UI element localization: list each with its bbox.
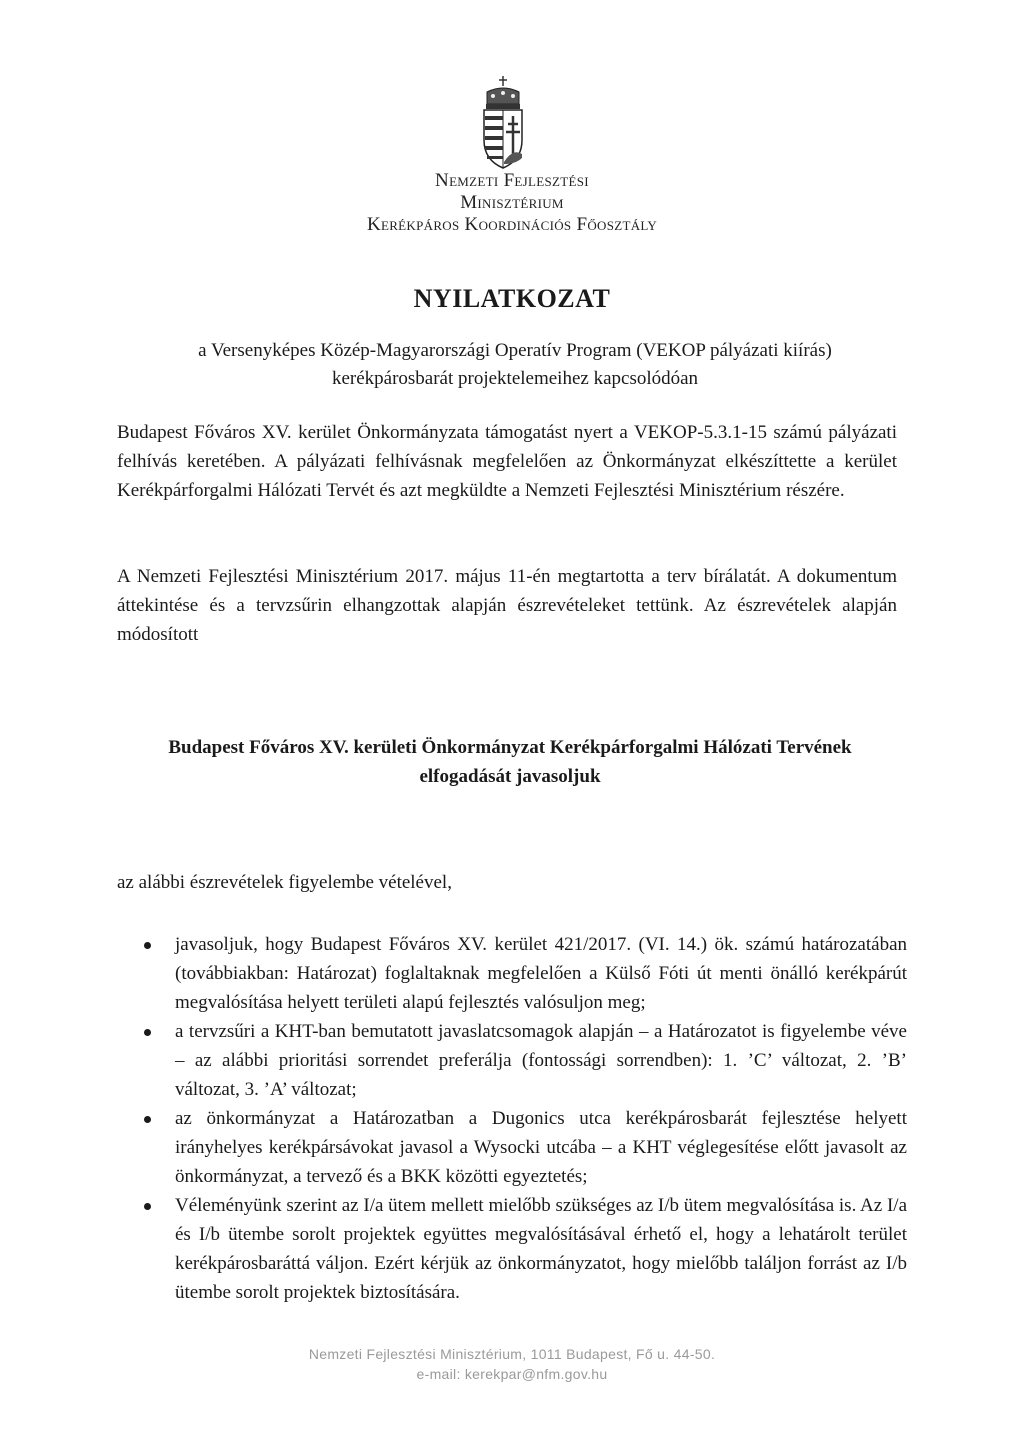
bullet-icon: [144, 1203, 151, 1210]
decision-line2: elfogadását javasoljuk: [419, 766, 601, 787]
list-item-text: a tervzsűri a KHT-ban bemutatott javaslatcsomagok alapján – a Határozatot is figyelembe véve – az alábbi prioritási sorrendet preferálja (fontossági sorrendben): 1. ’C’ változat, 2. ’B’ változat, 3. ’A’ változat;: [175, 1021, 907, 1100]
paragraph-review: A Nemzeti Fejlesztési Minisztérium 2017. május 11-én megtartotta a terv bírálatát. A dokumentum áttekintése és a tervzsűrin elhangzottak alapján észrevételeket tettünk. Az észrevételek alapján módosított: [117, 566, 897, 645]
list-item-text: Véleményünk szerint az I/a ütem mellett mielőbb szükséges az I/b ütem megvalósítása is. Az I/a és I/b ütembe sorolt projektek együttes megvalósításával érhető el, hogy a lehatárolt terület kerékpárosbaráttá váljon. Ezért kérjük az önkormányzatot, hogy mielőbb találjon forrást az I/b ütembe sorolt projektek biztosítására.: [175, 1195, 907, 1303]
list-item: [117, 1104, 907, 1191]
document-subtitle: [120, 337, 910, 393]
remarks-list: [117, 930, 907, 1307]
bullet-icon: [144, 1029, 151, 1036]
subtitle-line2: kerékpárosbarát projektelemeihez kapcsolódóan: [331, 368, 699, 389]
document-title: NYILATKOZAT: [413, 284, 611, 313]
list-item-text: javasoljuk, hogy Budapest Főváros XV. kerület 421/2017. (VI. 14.) ök. számú határozatában (továbbiakban: Határozat) foglaltaknak megfelelően a Külső Fóti út menti önálló kerékpárút megvalósítása helyett területi alapú fejlesztés valósuljon meg;: [175, 934, 907, 1013]
list-item-text: az önkormányzat a Határozatban a Dugonics utca kerékpárosbarát fejlesztése helyett irányhelyes kerékpársávokat javasol a Wysocki utcába – a KHT véglegesítése előtt javasolt az önkormányzat, a tervező és a BKK közötti egyeztetés;: [175, 1108, 907, 1187]
decision-statement: [110, 733, 910, 791]
list-item: [117, 930, 907, 1017]
ministry-name-line1: Nemzeti Fejlesztési: [435, 170, 589, 191]
remarks-intro: az alábbi észrevételek figyelembe vételével,: [117, 872, 452, 893]
list-item: [117, 1191, 907, 1307]
footer-email: e-mail: kerekpar@nfm.gov.hu: [416, 1366, 608, 1382]
bullet-icon: [144, 942, 151, 949]
list-item: [117, 1017, 907, 1104]
decision-line1: Budapest Főváros XV. kerületi Önkormányzat Kerékpárforgalmi Hálózati Tervének: [168, 737, 852, 758]
coat-of-arms-icon: [478, 74, 528, 170]
bullet-icon: [144, 1116, 151, 1123]
subtitle-line1: a Versenyképes Közép-Magyarországi Operatív Program (VEKOP pályázati kiírás): [198, 340, 832, 361]
footer-address: Nemzeti Fejlesztési Minisztérium, 1011 Budapest, Fő u. 44-50.: [308, 1346, 716, 1362]
ministry-name-line2: Minisztérium: [460, 192, 564, 213]
department-name: Kerékpáros Koordinációs Főosztály: [366, 214, 658, 235]
paragraph-background: Budapest Főváros XV. kerület Önkormányzata támogatást nyert a VEKOP-5.3.1-15 számú pályázati felhívás keretében. A pályázati felhívásnak megfelelően az Önkormányzat elkészíttette a kerület Kerékpárforgalmi Hálózati Tervét és azt megküldte a Nemzeti Fejlesztési Minisztérium részére.: [117, 422, 897, 501]
